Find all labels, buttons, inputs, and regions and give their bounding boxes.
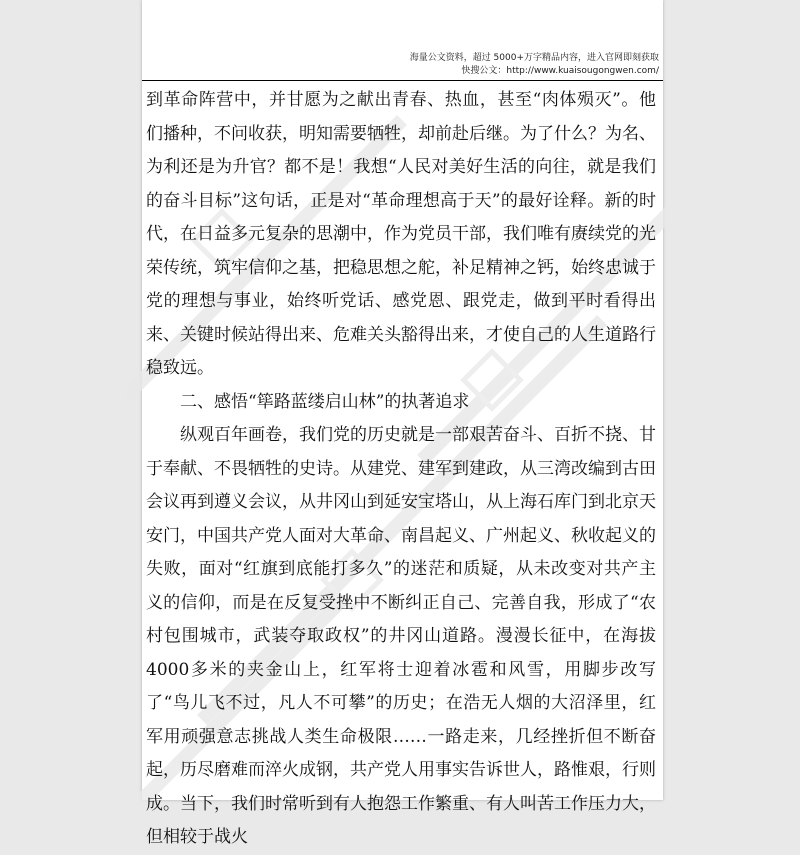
header-website-link[interactable]: 快搜公文：http://www.kuaisougongwen.com/ [461,66,659,76]
paragraph-2: 纵观百年画卷，我们党的历史就是一部艰苦奋斗、百折不挠、甘于奉献、不畏牺牲的史诗。从建党、建军到建政，从三湾改编到古田会议再到遵义会议，从井冈山到延安宝塔山，从上海石库门到北京天安门，中国共产党人面对大革命、南昌起义、广州起义、秋收起义的失败，面对“红旗到底能打多久”的迷茫和质疑，从未改变对共产主义的信仰，而是在反复受挫中不断纠正自己、完善自我，形成了“农村包围城市，武装夺取政权”的井冈山道路。漫漫长征中，在海拔4000多米的夹金山上，红军将士迎着冰雹和风雪，用脚步改写了“鸟儿飞不过，凡人不可攀”的历史；在浩无人烟的大沼泽里，红军用顽强意志挑战人类生命极限……一路走来，几经挫折但不断奋起，历尽磨难而淬火成钢，共产党人用事实告诉世人，路惟艰，行则成。当下，我们时常听到有人抱怨工作繁重、有人叫苦工作压力大，但相较于战火 [146,425,656,847]
document-body [146,84,656,855]
header-promo-text: 海量公文资料，超过 5000+万字精品内容，进入官网即刻获取 [409,53,659,63]
header-divider [142,80,663,81]
paragraph-1: 到革命阵营中，并甘愿为之献出青春、热血，甚至“肉体殒灭”。他们播种，不问收获，明知需要牺牲，却前赴后继。为了什么？为名、为利还是为升官？都不是！我想“人民对美好生活的向往，就是我们的奋斗目标”这句话，正是对“革命理想高于天”的最好诠释。新的时代，在日益多元复杂的思潮中，作为党员干部，我们唯有赓续党的光荣传统，筑牢信仰之基，把稳思想之舵，补足精神之钙，始终忠诚于党的理想与事业，始终听党话、感党恩、跟党走，做到平时看得出来、关键时候站得出来、危难关头豁得出来，才使自己的人生道路行稳致远。 [146,90,656,378]
document-page [142,0,663,847]
section-heading-2: 二、感悟“筚路蓝缕启山林”的执著追求 [180,391,470,412]
page-header [410,52,659,78]
